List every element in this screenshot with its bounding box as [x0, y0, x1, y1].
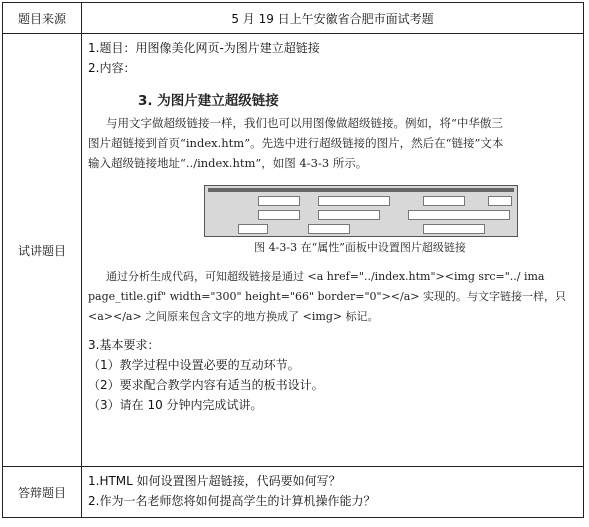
source-label: 题目来源 [3, 3, 82, 34]
panel-row [208, 208, 514, 220]
scan-para1-line: 输入超级链接地址“../index.htm”，如图 4-3-3 所示。 [88, 156, 368, 170]
panel-titlebar [208, 188, 514, 192]
properties-panel-figure [204, 185, 518, 237]
scan-para2-line: 通过分析生成代码，可知超级链接是通过 <a href="../index.htm"><img src="../ ima [106, 270, 545, 283]
requirement-item: （3）请在 10 分钟内完成试讲。 [88, 398, 263, 412]
requirement-item: （1）教学过程中设置必要的互动环节。 [88, 358, 300, 372]
panel-field [258, 210, 300, 220]
exam-table [2, 2, 584, 518]
content-label: 2.内容： [88, 61, 136, 75]
trial-row [3, 34, 584, 467]
spacer [88, 327, 583, 335]
defense-question: 1.HTML 如何设置图片超链接，代码要如何写？ [88, 474, 341, 488]
scan-para2-line: <a></a> 之间原来包含文字的地方换成了 <img> 标记。 [88, 310, 379, 323]
defense-content [82, 467, 584, 518]
trial-title: 1.题目：用图像美化网页-为图片建立超链接 [88, 41, 320, 55]
trial-label: 试讲题目 [3, 34, 82, 467]
panel-row [208, 194, 514, 206]
trial-content [82, 34, 584, 467]
defense-question: 2.作为一名老师您将如何提高学生的计算机操作能力？ [88, 494, 376, 508]
panel-field [258, 196, 300, 206]
source-value: 5 月 19 日上午安徽省合肥市面试考题 [82, 3, 584, 34]
requirements-label: 3.基本要求： [88, 338, 160, 352]
textbook-scan [88, 78, 583, 327]
panel-field [408, 210, 510, 220]
panel-field [308, 224, 350, 234]
panel-row [208, 222, 514, 234]
link-field [318, 210, 380, 220]
panel-field [488, 196, 512, 206]
defense-row [3, 467, 584, 518]
scan-para1-line: 图片超链接到首页“index.htm”。先选中进行超级链接的图片，然后在“链接”文本 [88, 136, 504, 150]
scan-para1-line: 与用文字做超级链接一样，我们也可以用图像做超级链接。例如，将“中华傲三 [106, 116, 503, 130]
scan-heading: 3. 为图片建立超级链接 [138, 93, 279, 109]
requirement-item: （2）要求配合教学内容有适当的板书设计。 [88, 378, 324, 392]
scan-para2-line: page_title.gif" width="300" height="66" border="0"></a> 实现的。与文字链接一样，只 [88, 290, 566, 303]
defense-label: 答辩题目 [3, 467, 82, 518]
source-row [3, 3, 584, 34]
panel-field [423, 196, 465, 206]
panel-field [238, 224, 268, 234]
panel-field [423, 224, 485, 234]
figure-caption: 图 4-3-3 在“属性”面板中设置图片超级链接 [254, 241, 466, 254]
panel-field [318, 196, 390, 206]
